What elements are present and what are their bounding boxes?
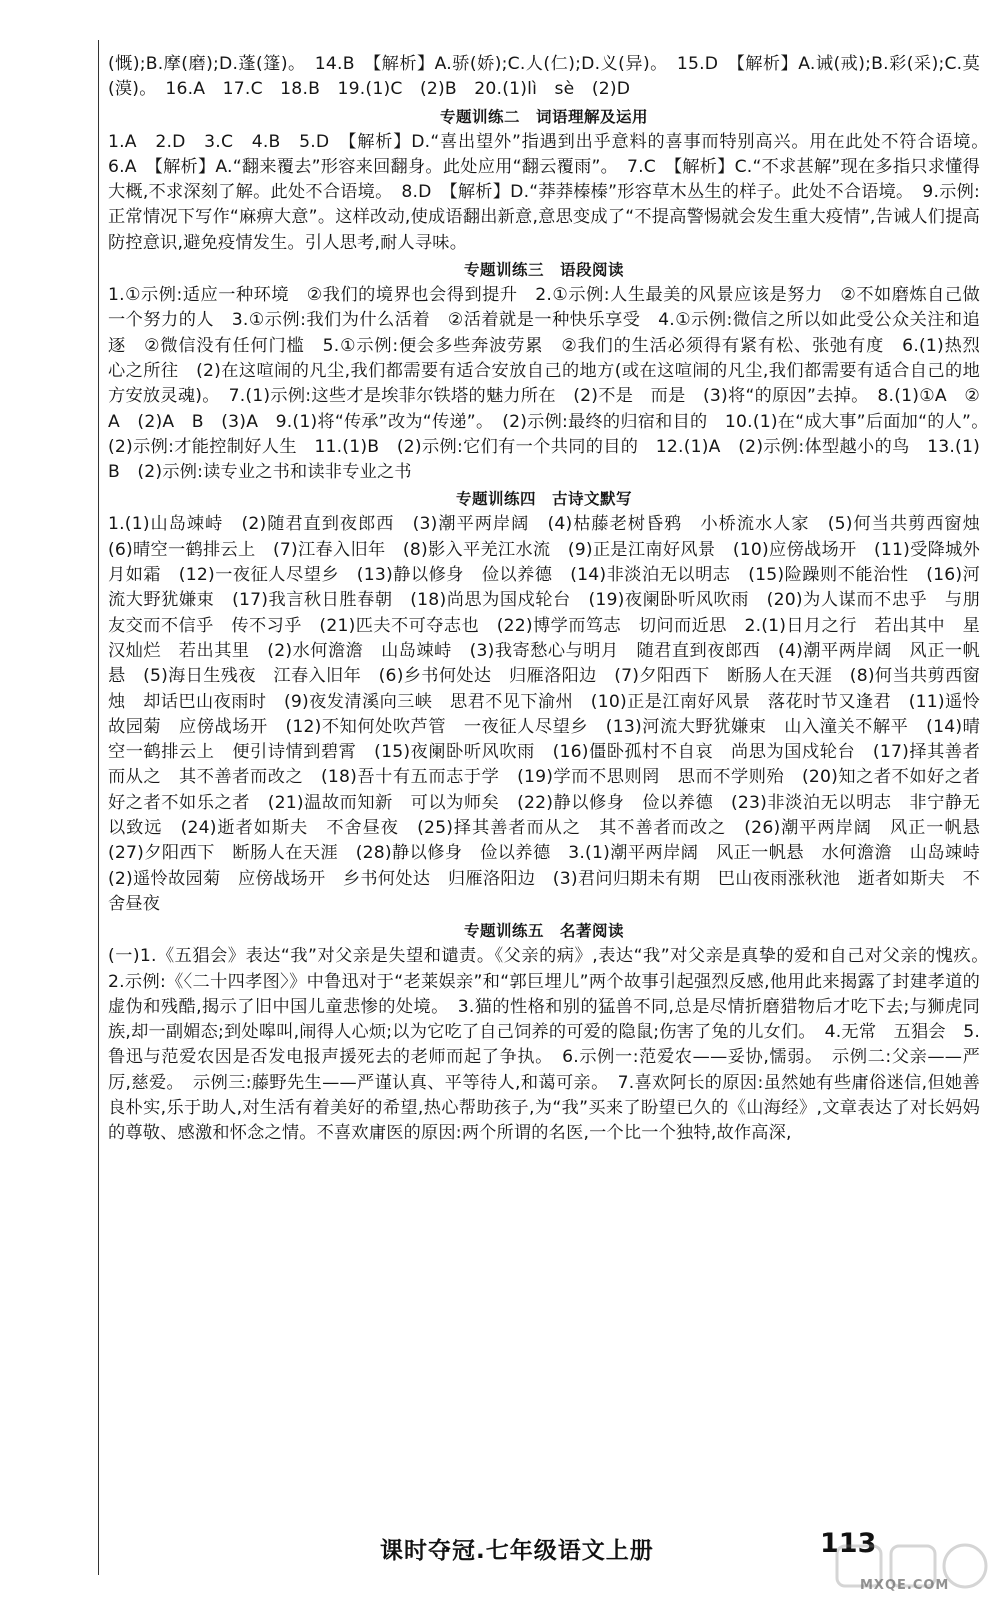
footer-book-title: 课时夺冠.七年级语文上册 [380,1538,654,1564]
watermark-url: MXQE.COM [860,1578,950,1593]
page-number: 113 [820,1528,877,1559]
left-margin-rule [98,40,99,1575]
section-4-text: (一)1.《五猖会》表达“我”对父亲是失望和谴责。《父亲的病》,表达“我”对父亲是真挚的爱和自己对父亲的愧疚。 2.示例:《〈二十四孝图〉》中鲁迅对于“老莱娱亲”和“郭巨埋儿”两个故事引起强烈反感,他用此来揭露了封建孝道的虚伪和残酷,揭示了旧中国儿童悲惨的处境。 3.猫的性格和别的猛兽不同,总是尽情折磨猎物后才吃下去;与狮虎同族,却一副媚态;到处嗥叫,闹得人心烦;以为它吃了自己饲养的可爱的隐鼠;伤害了兔的儿女们。 4.无常 五猖会 5.鲁迅与范爱农因是否发电报声援死去的老师而起了争执。 6.示例一:范爱农——妥协,懦弱。 示例二:父亲——严厉,慈爱。 示例三:藤野先生——严谨认真、平等待人,和蔼可亲。 7.喜欢阿长的原因:虽然她有些庸俗迷信,但她善良朴实,乐于助人,对生活有着美好的希望,热心帮助孩子,为“我”买来了盼望已久的《山海经》,文章表达了对长妈妈的尊敬、感激和怀念之情。不喜欢庸医的原因:两个所谓的名医,一个比一个独特,故作高深, [108,946,998,1144]
section-2-heading: 专题训练三 语段阅读 [463,261,624,280]
section-3-heading: 专题训练四 古诗文默写 [455,490,632,509]
section-3-text: 1.(1)山岛竦峙 (2)随君直到夜郎西 (3)潮平两岸阔 (4)枯藤老树昏鸦 小桥流水人家 (5)何当共剪西窗烛 (6)晴空一鹤排云上 (7)江春入旧年 (8)影入平羌江水流 (9)正是江南好风景 (10)应傍战场开 (11)受降城外月如霜 (12)一夜征人尽望乡 (13)静以修身 俭以养德 (14)非淡泊无以明志 (15)险躁则不能治性 (16)河流大野犹嫌束 (17)我言秋日胜春朝 (18)尚思为国戍轮台 (19)夜阑卧听风吹雨 (20)为人谋而不忠乎 与朋友交而不信乎 传不习乎 (21)匹夫不可夺志也 (22)博学而笃志 切问而近思 2.(1)日月之行 若出其中 星汉灿烂 若出其里 (2)水何澹澹 山岛竦峙 (3)我寄愁心与明月 随君直到夜郎西 (4)潮平两岸阔 风正一帆悬 (5)海日生残夜 江春入旧年 (6)乡书何处达 归雁洛阳边 (7)夕阳西下 断肠人在天涯 (8)何当共剪西窗烛 却话巴山夜雨时 (9)夜发清溪向三峡 思君不见下渝州 (10)正是江南好风景 落花时节又逢君 (11)遥怜故园菊 应傍战场开 (12)不知何处吹芦管 一夜征人尽望乡 (13)河流大野犹嫌束 山入潼关不解平 (14)晴空一鹤排云上 便引诗情到碧霄 (15)夜阑卧听风吹雨 (16)僵卧孤村不自哀 尚思为国戍轮台 (17)择其善者而从之 其不善者而改之 (18)吾十有五而志于学 (19)学而不思则罔 思而不学则殆 (20)知之者不如好之者 好之者不如乐之者 (21)温故而知新 可以为师矣 (22)静以修身 俭以养德 (23)非淡泊无以明志 非宁静无以致远 (24)逝者如斯夫 不舍昼夜 (25)择其善者而从之 其不善者而改之 (26)潮平两岸阔 风正一帆悬 (27)夕阳西下 断肠人在天涯 (28)静以修身 俭以养德 3.(1)潮平两岸阔 风正一帆悬 水何澹澹 山岛竦峙 (2)遥怜故园菊 应傍战场开 乡书何处达 归雁洛阳边 (3)君问归期未有期 巴山夜雨涨秋池 逝者如斯夫 不舍昼夜 [108,514,998,914]
answer-key-content [108,52,998,1147]
section-1-text: 1.A 2.D 3.C 4.B 5.D 【解析】D.“喜出望外”指遇到出乎意料的喜事而特别高兴。用在此处不符合语境。 6.A 【解析】A.“翻来覆去”形容来回翻身。此处应用“翻云覆雨”。 7.C 【解析】C.“不求甚解”现在多指只求懂得大概,不求深刻了解。此处不合语境。 8.D 【解析】D.“莽莽榛榛”形容草木丛生的样子。此处不合语境。 9.示例:正常情况下写作“麻痹大意”。这样改动,使成语翻出新意,意思变成了“不提高警惕就会发生重大疫情”,告诫人们提高防控意识,避免疫情发生。引人思考,耐人寻味。 [108,131,998,253]
section-1-heading: 专题训练二 词语理解及运用 [439,107,648,126]
section-2-text: 1.①示例:适应一种环境 ②我们的境界也会得到提升 2.①示例:人生最美的风景应该是努力 ②不如磨炼自己做一个努力的人 3.①示例:我们为什么活着 ②活着就是一种快乐享受 4.①示例:微信之所以如此受公众关注和追逐 ②微信没有任何门槛 5.①示例:便会多些奔波劳累 ②我们的生活必须得有紧有松、张弛有度 6.(1)热烈 心之所往 (2)在这喧闹的凡尘,我们都需要有适合安放自己的地方(或在这喧闹的凡尘,我们都需要有适合自己的地方安放灵魂)。 7.(1)示例:这些才是埃菲尔铁塔的魅力所在 (2)不是 而是 (3)将“的原因”去掉。 8.(1)①A ②A (2)A B (3)A 9.(1)将“传承”改为“传递”。 (2)示例:最终的归宿和目的 10.(1)在“成大事”后面加“的人”。 (2)示例:才能控制好人生 11.(1)B (2)示例:它们有一个共同的目的 12.(1)A (2)示例:体型越小的鸟 13.(1)B (2)示例:读专业之书和读非专业之书 [108,285,998,483]
section-0-text: (慨);B.摩(磨);D.蓬(篷)。 14.B 【解析】A.骄(娇);C.人(仁);D.义(异)。 15.D 【解析】A.诫(戒);B.彩(采);C.莫(漠)。 16.A 17.C 18.B 19.(1)C (2)B 20.(1)lì sè (2)D [108,54,980,100]
section-4-heading: 专题训练五 名著阅读 [463,922,624,941]
